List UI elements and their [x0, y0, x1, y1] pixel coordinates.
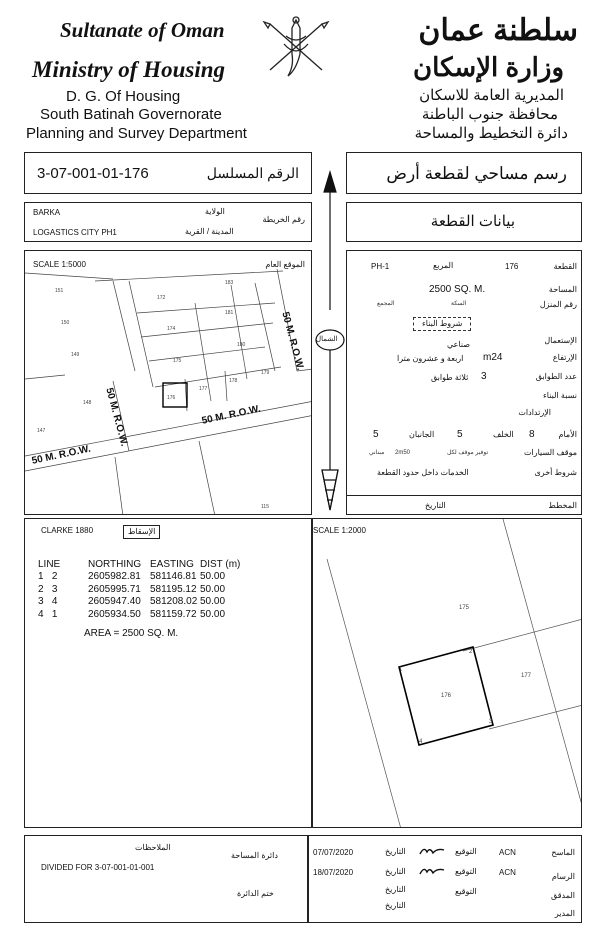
- header-ar-line5: دائرة التخطيط والمساحة: [414, 125, 568, 142]
- serial-box: [24, 152, 312, 194]
- table-header: LINE: [38, 558, 61, 570]
- table-row: [38, 608, 240, 621]
- lot-label: 177: [521, 673, 532, 679]
- projection-value: CLARKE 1880: [41, 526, 94, 535]
- serial-number: 3-07-001-01-176: [37, 165, 149, 182]
- street-label: السكة: [451, 301, 467, 307]
- lot-label: 176: [167, 395, 176, 401]
- total-area: AREA = 2500 SQ. M.: [84, 628, 179, 639]
- general-map-scale: SCALE 1:5000: [33, 260, 86, 269]
- lot-label: 148: [83, 400, 92, 406]
- header-en-line1: Sultanate of Oman: [60, 18, 225, 42]
- date-label: التاريخ: [385, 847, 406, 856]
- table-header: NORTHING: [88, 558, 142, 570]
- lot-label: 174: [167, 326, 176, 332]
- road-label: 50 M. R.O.W.: [279, 310, 306, 372]
- lot-label: 175: [459, 605, 470, 611]
- corner-label: 2: [469, 649, 473, 655]
- lot-label: 179: [261, 370, 270, 376]
- oman-emblem-icon: [256, 14, 336, 80]
- easting-cell: 581195.12: [150, 583, 197, 595]
- parking-area: 2m50: [395, 450, 411, 456]
- table-row: [38, 583, 240, 596]
- line-to: 3: [51, 583, 58, 595]
- plot-data-title: بيانات القطعة: [430, 213, 515, 230]
- general-map-drawing: [25, 251, 312, 515]
- date-value: 18/07/2020: [313, 868, 354, 877]
- front-label: الأمام: [558, 430, 577, 439]
- floors-words: ثلاثة طوابق: [431, 373, 469, 382]
- wilayat-label: الولاية: [205, 207, 225, 216]
- parking-unit: مبناني: [369, 450, 385, 456]
- sides-value: 5: [373, 429, 379, 440]
- header-ar-line4: محافظة جنوب الباطنة: [421, 106, 558, 123]
- header-ar-line1: سلطنة عمان: [418, 14, 578, 47]
- header-en-line2: Ministry of Housing: [32, 57, 225, 82]
- corner-label: 3: [489, 719, 493, 725]
- block-label: المربع: [433, 261, 454, 270]
- parking-value: توفير موقف لكل: [447, 450, 489, 456]
- other-conditions-label: شروط أخرى: [534, 468, 577, 477]
- header-ar-line2: وزارة الإسكان: [413, 52, 564, 82]
- other-conditions-value: الخدمات داخل حدود القطعة: [377, 468, 469, 477]
- sign-label: التوقيع: [455, 867, 477, 876]
- use-label: الإستعمال: [544, 336, 577, 345]
- general-map-box: [24, 250, 312, 515]
- sign-label: التوقيع: [455, 847, 477, 856]
- projection-label: الإسقاط: [123, 525, 160, 539]
- lot-label: 147: [37, 428, 46, 434]
- acn-label: ACN: [499, 868, 516, 877]
- distance-cell: 50.00: [200, 596, 226, 608]
- planner-date-label: التاريخ: [425, 501, 446, 510]
- city-value: LOGASTICS CITY PH1: [33, 228, 117, 237]
- easting-cell: 581146.81: [150, 571, 197, 583]
- lot-label: 176: [441, 693, 452, 699]
- line-from: 4: [38, 608, 44, 620]
- building-conditions-label: شروط البناء: [413, 317, 471, 331]
- detail-map-box: [312, 518, 582, 828]
- height-value: m24: [483, 352, 503, 363]
- road-label: 50 M. R.O.W.: [30, 443, 92, 467]
- drafter-label: الرسام: [551, 872, 575, 881]
- lot-label: 149: [71, 352, 80, 358]
- floors-value: 3: [481, 371, 487, 382]
- notes-box: [24, 835, 308, 923]
- northing-cell: 2605982.81: [88, 571, 141, 583]
- lot-label: 115: [261, 504, 269, 510]
- table-header: EASTING: [150, 558, 194, 570]
- plot-data-header-box: [346, 202, 582, 242]
- coordinates-table: [38, 558, 240, 621]
- detail-map-scale: SCALE 1:2000: [313, 526, 366, 535]
- lot-label: 177: [199, 386, 208, 392]
- dept-seal-label: ختم الدائرة: [237, 889, 274, 898]
- use-value: صناعي: [447, 340, 471, 349]
- line-to: 4: [51, 596, 58, 608]
- lot-label: 183: [225, 280, 234, 286]
- area-value: 2500 SQ. M.: [429, 284, 486, 295]
- north-label: الشمال: [316, 336, 338, 343]
- back-label: الخلف: [493, 430, 514, 439]
- corner-label: 1: [399, 667, 403, 673]
- line-from: 3: [38, 596, 44, 608]
- lot-label: 151: [55, 288, 64, 294]
- table-header-row: [38, 558, 240, 571]
- build-ratio-label: نسبة البناء: [543, 391, 577, 400]
- signature-icon: [419, 846, 445, 856]
- signature-icon: [419, 866, 445, 876]
- setbacks-label: الإرتدادات: [518, 408, 551, 417]
- complex-label: المجمع: [377, 301, 395, 307]
- distance-cell: 50.00: [200, 571, 226, 583]
- notes-label: الملاحظات: [135, 843, 171, 852]
- easting-cell: 581208.02: [150, 596, 198, 608]
- corner-label: 4: [419, 739, 423, 745]
- title-box: [346, 152, 582, 194]
- northing-cell: 2605934.50: [88, 608, 141, 620]
- line-to: 2: [51, 571, 58, 583]
- parking-label: موقف السيارات: [523, 448, 577, 457]
- easting-cell: 581159.72: [150, 608, 197, 620]
- plot-label: القطعة: [553, 262, 577, 271]
- lot-label: 178: [229, 378, 238, 384]
- wilayat-value: BARKA: [33, 208, 61, 217]
- distance-cell: 50.00: [200, 583, 226, 595]
- line-from: 2: [38, 583, 44, 595]
- planner-label: المخطط: [548, 501, 577, 510]
- line-to: 1: [51, 608, 58, 620]
- header-en-line4: South Batinah Governorate: [40, 106, 222, 123]
- area-label: المساحة: [548, 285, 577, 294]
- document-title: رسم مساحي لقطعة أرض: [386, 164, 567, 183]
- front-value: 8: [529, 429, 535, 440]
- lot-label: 181: [225, 310, 234, 316]
- plot-data-box: [346, 250, 582, 515]
- road-label: 50 M. R.O.W.: [103, 386, 130, 448]
- date-label: التاريخ: [385, 867, 406, 876]
- sides-label: الجانبان: [409, 430, 435, 439]
- lot-label: 180: [237, 342, 246, 348]
- signatures-box: [308, 835, 582, 923]
- lot-label: 150: [61, 320, 70, 326]
- table-row: [38, 596, 240, 609]
- director-label: المدير: [554, 909, 575, 918]
- survey-dept-stamp-label: دائرة المساحة: [231, 851, 278, 860]
- distance-cell: 50.00: [200, 608, 226, 620]
- date-label: التاريخ: [385, 885, 406, 894]
- detail-map-drawing: [313, 519, 582, 828]
- general-map-title: الموقع العام: [265, 260, 305, 269]
- map-number-label: رقم الخريطة: [262, 215, 305, 224]
- lot-label: 175: [173, 358, 182, 364]
- notes-text: DIVIDED FOR 3-07-001-01-001: [41, 863, 155, 872]
- header-ar-line3: المديرية العامة للاسكان: [419, 87, 564, 104]
- height-words: اربعة و عشرون مترا: [397, 354, 464, 363]
- location-box: [24, 202, 312, 242]
- table-header: DIST (m): [200, 558, 241, 570]
- plot-value: 176: [505, 262, 519, 271]
- northing-cell: 2605995.71: [88, 583, 141, 595]
- line-from: 1: [38, 571, 44, 583]
- table-row: [38, 571, 240, 584]
- date-value: 07/07/2020: [313, 848, 354, 857]
- header-en-line3: D. G. Of Housing: [66, 88, 181, 105]
- checker-label: المدقق: [551, 891, 575, 900]
- city-label: المدينة / القرية: [185, 227, 234, 236]
- northing-cell: 2605947.40: [88, 596, 141, 608]
- lot-label: 172: [157, 295, 166, 301]
- back-value: 5: [457, 429, 463, 440]
- block-value: PH-1: [371, 262, 390, 271]
- serial-label: الرقم المسلسل: [206, 165, 299, 181]
- house-number-label: رقم المنزل: [539, 300, 577, 309]
- sign-label: التوقيع: [455, 887, 477, 896]
- date-label: التاريخ: [385, 901, 406, 910]
- header-en-line5: Planning and Survey Department: [26, 125, 247, 142]
- road-label: 50 M. R.O.W.: [200, 403, 262, 427]
- height-label: الإرتفاع: [552, 353, 577, 362]
- surveyor-label: الماسح: [551, 848, 575, 857]
- floors-label: عدد الطوابق: [535, 372, 577, 381]
- acn-label: ACN: [499, 848, 516, 857]
